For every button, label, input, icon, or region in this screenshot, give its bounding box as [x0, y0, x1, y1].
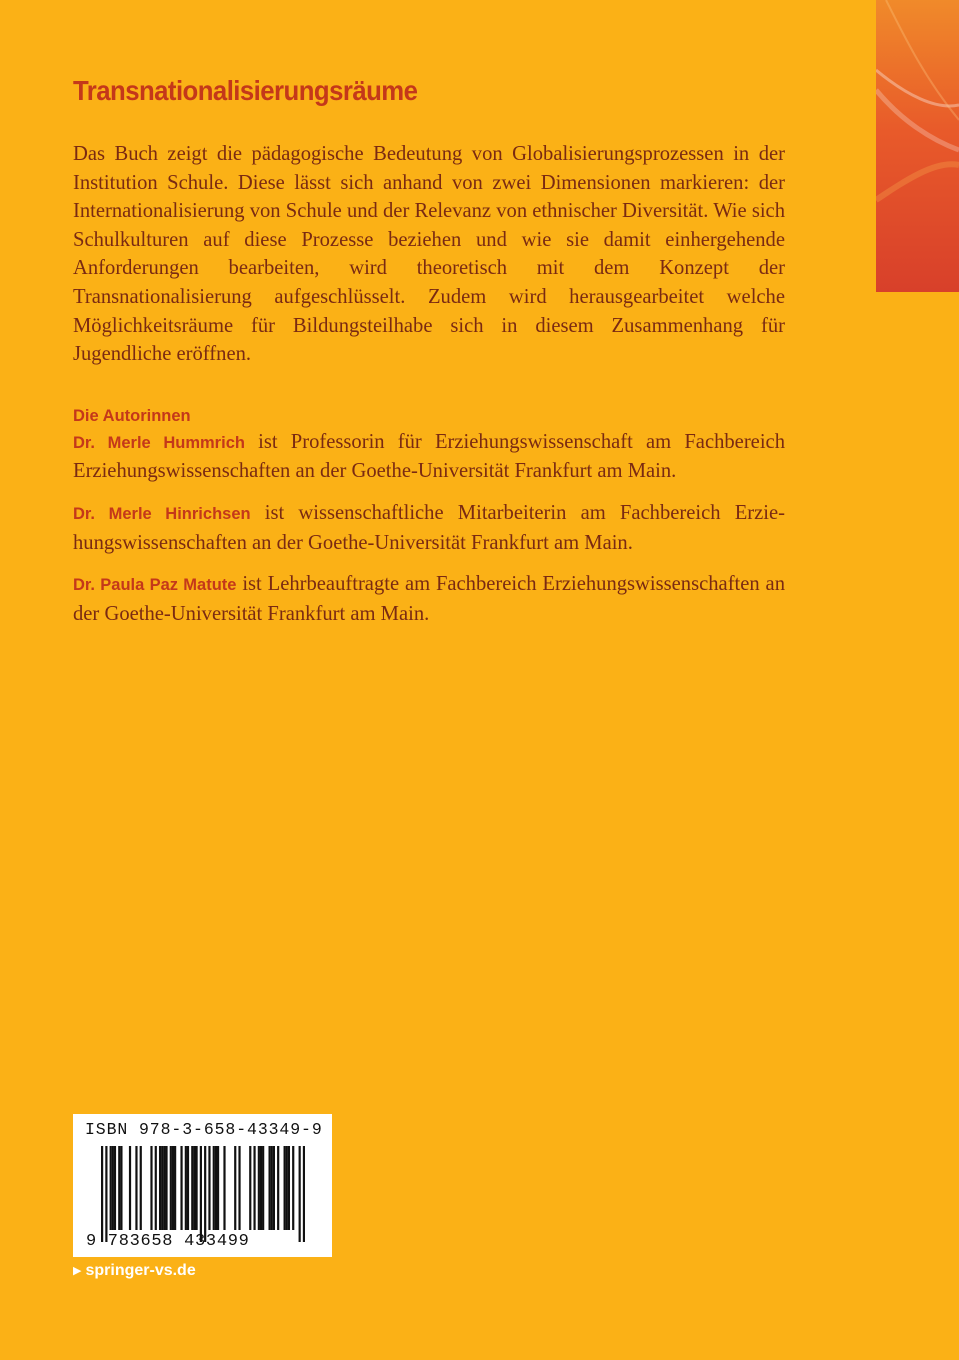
- barcode-bar: [161, 1146, 163, 1230]
- barcode-bar: [288, 1146, 290, 1230]
- barcode-bar: [253, 1146, 255, 1230]
- barcode-bar: [129, 1146, 131, 1230]
- barcode-bar: [204, 1146, 206, 1242]
- author-bio: ist wissenschaftliche Mitarbeiterin am Fachbereich Erziehungswissenschaften an der Goethe-Universität Frankfurt am Main.: [73, 501, 785, 554]
- author-name: Dr. Merle Hinrichsen: [73, 504, 251, 523]
- barcode-bar: [135, 1146, 137, 1230]
- barcode-bar: [110, 1146, 112, 1230]
- barcode-bar: [303, 1146, 305, 1242]
- barcode-bar: [286, 1146, 288, 1230]
- back-cover-content: [73, 72, 785, 628]
- barcode-bar: [271, 1146, 273, 1230]
- barcode-bar: [258, 1146, 260, 1230]
- barcode-bar: [195, 1146, 197, 1230]
- author-name: Dr. Merle Hummrich: [73, 433, 245, 452]
- barcode-bar: [159, 1146, 161, 1230]
- barcode-bar: [200, 1146, 202, 1242]
- barcode-bar: [112, 1146, 114, 1230]
- book-description: Das Buch zeigt die pädagogische Bedeutung von Globalisierungsprozessen in der Institution Schule. Diese lässt sich anhand von zwei Dimensionen markieren: der Internationalisierung von Schule und der Relevanz von ethnischer Diversität. Wie sich Schulkulturen auf diese Prozesse beziehen und wie sie damit einhergehende Anforderungen bearbeiten, wird theoretisch mit dem Konzept der Transnationalisierung aufgeschlüsselt. Zudem wird herausgearbeitet welche Möglichkeitsräume für Bildungsteilhabe sich in diesem Zusammenhang für Jugendliche eröffnen.: [73, 143, 785, 366]
- barcode-bar: [114, 1146, 116, 1230]
- barcode-bar: [150, 1146, 152, 1230]
- barcode-bars: [101, 1146, 305, 1242]
- barcode-bar: [101, 1146, 103, 1242]
- barcode-bar: [155, 1146, 157, 1230]
- barcode-bar: [284, 1146, 286, 1230]
- ean-digits: 9 783658 433499: [86, 1232, 250, 1251]
- barcode-bar: [234, 1146, 236, 1230]
- publisher-link[interactable]: [73, 1262, 196, 1280]
- barcode-bar: [170, 1146, 172, 1230]
- spine-graphic: [876, 0, 959, 292]
- barcode-bar: [217, 1146, 219, 1230]
- barcode-bar: [191, 1146, 193, 1230]
- author-bio: ist Lehrbeauftragte am Fachbereich Erziehungswissenschaften an der Goethe-Universität Frankfurt am Main.: [73, 573, 785, 625]
- authors-heading: Die Autorinnen: [73, 406, 191, 425]
- barcode-bar: [215, 1146, 217, 1230]
- barcode-bar: [185, 1146, 187, 1230]
- barcode-bar: [174, 1146, 176, 1230]
- isbn-barcode: [73, 1114, 332, 1257]
- spine-swirl-graphic: [876, 0, 959, 292]
- barcode-bar: [213, 1146, 215, 1230]
- author-bio: ist Professorin für Erziehungswissenschaft am Fachbereich Erziehungswissenschaften an der Goethe-Universität Frankfurt am Main.: [73, 430, 785, 483]
- barcode-bar: [299, 1146, 301, 1242]
- barcode-bar: [223, 1146, 225, 1230]
- barcode-bar: [260, 1146, 262, 1230]
- barcode-bar: [120, 1146, 122, 1230]
- barcode-bar: [165, 1146, 167, 1230]
- barcode-bar: [105, 1146, 107, 1242]
- barcode-bar: [262, 1146, 264, 1230]
- barcode-bar: [208, 1146, 210, 1230]
- barcode-bar: [163, 1146, 165, 1230]
- barcode-bar: [140, 1146, 142, 1230]
- barcode-bar: [292, 1146, 294, 1230]
- barcode-bar: [238, 1146, 240, 1230]
- barcode-bar: [193, 1146, 195, 1230]
- author-name: Dr. Paula Paz Matute: [73, 576, 237, 595]
- barcode-bar: [118, 1146, 120, 1230]
- barcode-bar: [187, 1146, 189, 1230]
- triangle-right-icon: ▶: [73, 1264, 82, 1277]
- author-entry: [73, 428, 785, 486]
- isbn-label: ISBN 978-3-658-43349-9: [85, 1120, 323, 1139]
- author-entry: [73, 499, 785, 557]
- barcode-bar: [180, 1146, 182, 1230]
- barcode-bar: [277, 1146, 279, 1230]
- barcode-bar: [268, 1146, 270, 1230]
- barcode-bar: [273, 1146, 275, 1230]
- author-entry: [73, 570, 785, 628]
- book-title: Transnationalisierungsräume: [73, 75, 418, 106]
- publisher-url: springer-vs.de: [85, 1262, 196, 1279]
- barcode-bar: [172, 1146, 174, 1230]
- barcode-bar: [249, 1146, 251, 1230]
